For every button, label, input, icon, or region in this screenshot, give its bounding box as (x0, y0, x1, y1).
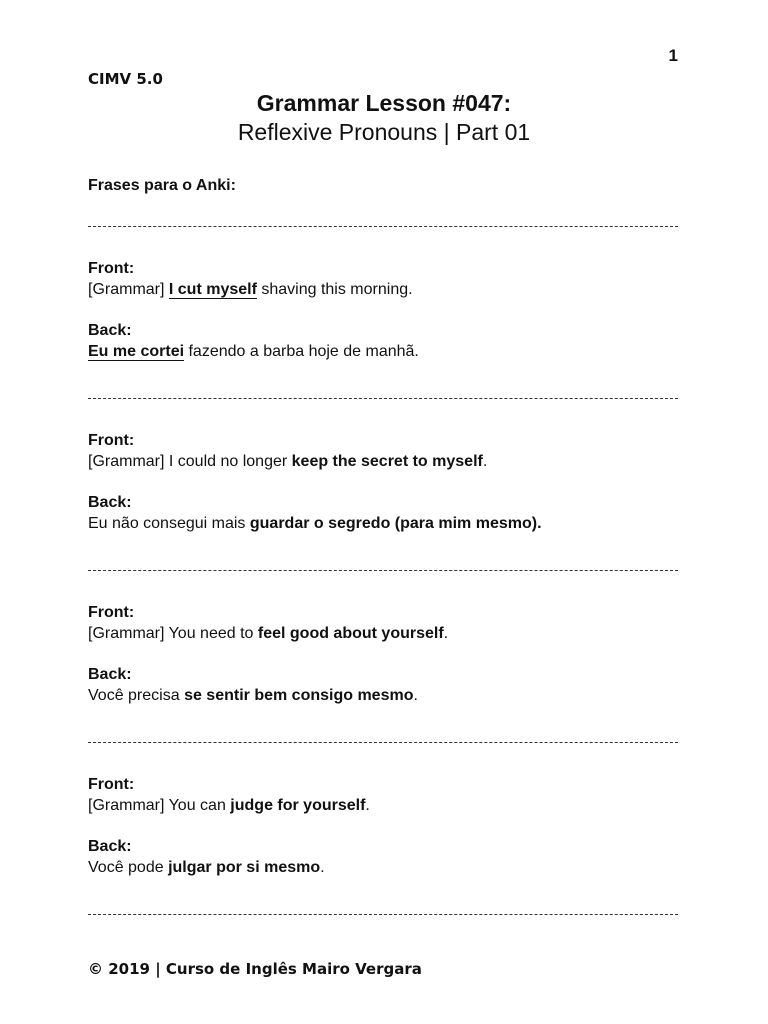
front-text: [Grammar] You can (88, 797, 231, 814)
front-highlight: judge for yourself (230, 797, 366, 814)
back-highlight: se sentir bem consigo mesmo (184, 687, 414, 704)
dashed-separator (88, 914, 678, 916)
flashcard (88, 572, 678, 730)
back-label: Back: (88, 838, 132, 855)
back-text: Você pode (88, 859, 169, 876)
lesson-subtitle: Reflexive Pronouns | Part 01 (237, 119, 531, 145)
back-text-tail: fazendo a barba hoje de manhã. (184, 343, 419, 360)
front-text: [Grammar] You need to (88, 625, 258, 642)
copyright-footer: © 2019 | Curso de Inglês Mairo Vergara (88, 960, 422, 978)
flashcard (88, 228, 678, 386)
back-highlight: guardar o segredo (para mim mesmo). (249, 515, 542, 532)
front-label: Front: (88, 432, 135, 449)
back-label: Back: (88, 494, 132, 511)
front-text-tail: . (365, 797, 370, 814)
back-sentence (88, 685, 678, 706)
front-highlight: feel good about yourself (257, 625, 444, 642)
back-sentence (88, 857, 678, 878)
flashcard (88, 744, 678, 902)
back-text: Você precisa (88, 687, 185, 704)
front-text-tail: shaving this morning. (256, 281, 413, 298)
back-highlight: Eu me cortei (88, 343, 185, 360)
course-code: CIMV 5.0 (88, 70, 163, 88)
front-sentence (88, 795, 678, 816)
back-text-tail: . (320, 859, 325, 876)
front-text: [Grammar] I could no longer (88, 453, 292, 470)
front-text-tail: . (482, 453, 488, 470)
back-text: Eu não consegui mais (88, 515, 250, 532)
front-highlight: I cut myself (168, 281, 257, 298)
back-sentence (88, 341, 678, 362)
back-label: Back: (88, 322, 132, 339)
front-label: Front: (88, 260, 135, 277)
back-sentence (88, 513, 678, 534)
back-highlight: julgar por si mesmo (168, 859, 321, 876)
anki-section-label: Frases para o Anki: (88, 177, 236, 194)
back-label: Back: (88, 666, 132, 683)
front-sentence (88, 623, 678, 644)
front-label: Front: (88, 776, 135, 793)
front-sentence (88, 279, 678, 300)
page-number: 1 (668, 46, 678, 65)
back-text-tail: . (413, 687, 418, 704)
front-label: Front: (88, 604, 135, 621)
card-list (88, 214, 678, 916)
lesson-title: Grammar Lesson #047: (256, 90, 512, 116)
front-text: [Grammar] (88, 281, 169, 298)
flashcard (88, 400, 678, 558)
front-highlight: keep the secret to myself (291, 453, 483, 470)
front-sentence (88, 451, 678, 472)
front-text-tail: . (443, 625, 449, 642)
